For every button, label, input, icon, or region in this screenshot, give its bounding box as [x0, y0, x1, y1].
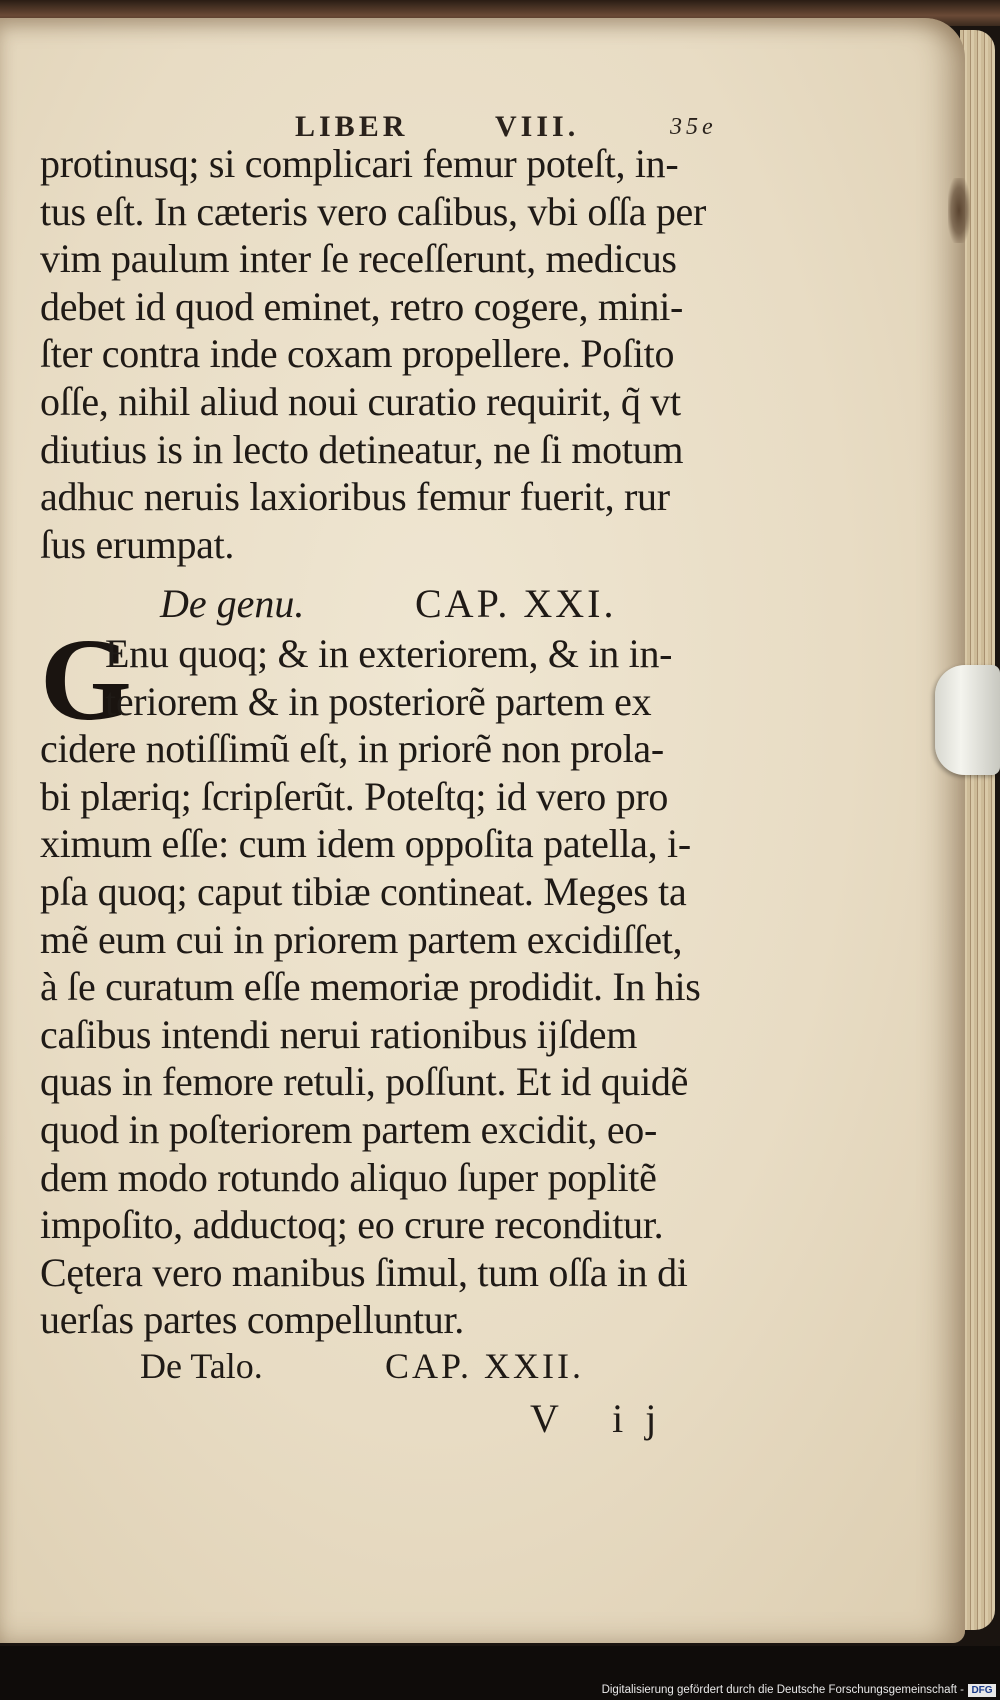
text-line: à ſe curatum eſſe memoriæ prodidit. In his	[40, 964, 701, 1010]
text-line: mẽ eum cui in priorem partem excidiſſet,	[40, 916, 683, 962]
text-line: ſus erumpat.	[40, 521, 235, 567]
passage-2	[40, 614, 760, 1344]
page-stack-edges	[960, 30, 995, 1630]
text-line: teriorem & in posteriorẽ partem ex	[105, 678, 652, 724]
text-line: bi plæriq; ſcripſerũt. Poteſtq; id vero pro	[40, 773, 669, 819]
paper-stain	[948, 178, 970, 243]
chapter-number: CAP. XXI.	[415, 581, 617, 626]
footer-bar	[0, 1646, 1000, 1700]
chapter-title: De Talo.	[140, 1346, 263, 1386]
text-line: quas in femore retuli, poſſunt. Et id quidẽ	[40, 1059, 689, 1105]
text-line: dem modo rotundo aliquo ſuper poplitẽ	[40, 1154, 657, 1200]
folio-number: 35e	[670, 114, 717, 140]
digitization-credit: Digitalisierung gefördert durch die Deutsche Forschungsgemeinschaft -	[601, 1684, 964, 1696]
page-clip-tab	[935, 665, 1000, 775]
text-line: diutius is in lecto detineatur, ne ſi motum	[40, 426, 684, 472]
text-line: cidere notiſſimũ eſt, in priorẽ non prola-	[40, 726, 664, 772]
header-runner: LIBER	[295, 110, 409, 143]
text-line: oſſe, nihil aliud noui curatio requirit, q̃ vt	[40, 378, 681, 424]
chapter-heading-22	[140, 1345, 740, 1395]
text-line: vim paulum inter ſe receſſerunt, medicus	[40, 236, 677, 282]
dfg-logo: DFG	[968, 1684, 996, 1697]
text-line: quod in poſteriorem partem excidit, eo-	[40, 1106, 657, 1152]
drop-cap-initial: G	[40, 614, 132, 745]
chapter-number: CAP. XXII.	[385, 1346, 585, 1386]
text-line: protinusq; si complicari femur poteſt, in-	[40, 141, 679, 186]
text-line: Cętera vero manibus ſimul, tum oſſa in di	[40, 1249, 688, 1295]
text-line: ſter contra inde coxam propellere. Poſito	[40, 331, 675, 377]
text-line: tus eſt. In cæteris vero caſibus, vbi oſſa per	[40, 188, 707, 234]
text-line: impoſito, adductoq; eo crure reconditur.	[40, 1202, 664, 1248]
header-book-number: VIII.	[495, 110, 580, 143]
text-line: pſa quoq; caput tibiæ contineat. Meges ta	[40, 868, 687, 914]
text-line: Enu quoq; & in exteriorem, & in in-	[105, 631, 673, 676]
passage-1	[40, 140, 760, 568]
chapter-title: De genu.	[160, 581, 305, 626]
text-line: debet id quod eminet, retro cogere, mini-	[40, 283, 684, 329]
text-line: caſibus intendi nerui rationibus ijſdem	[40, 1011, 638, 1057]
signature-mark: V ij	[530, 1396, 679, 1441]
chapter-heading-21	[160, 580, 760, 630]
text-line: ximum eſſe: cum idem oppoſita patella, i-	[40, 821, 691, 867]
text-line: adhuc neruis laxioribus femur fuerit, rur	[40, 474, 670, 520]
text-line: uerſas partes compelluntur.	[40, 1297, 464, 1343]
